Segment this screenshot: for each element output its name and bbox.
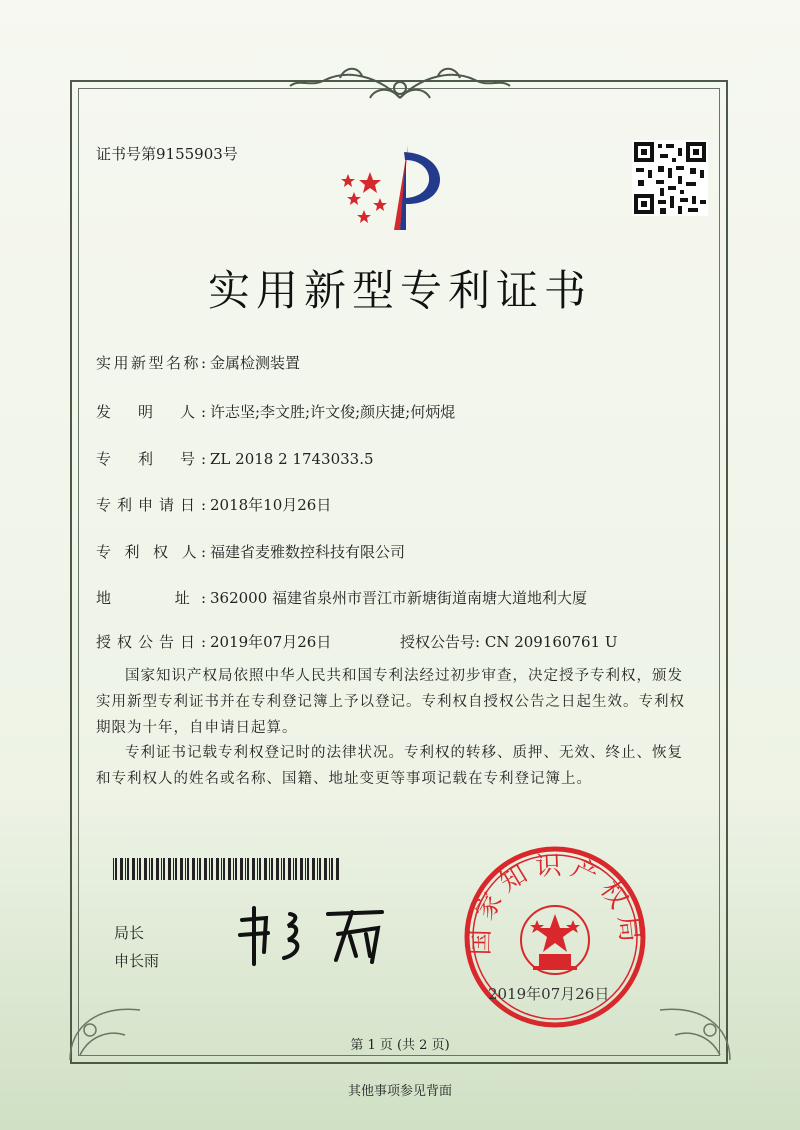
patent-number-row	[96, 448, 374, 469]
page-number: 第 1 页 (共 2 页)	[350, 1038, 450, 1053]
seal-text: 国家知识产权局	[465, 850, 646, 956]
announcement-date: 2019年07月26日	[210, 633, 332, 651]
patent-number: ZL 2018 2 1743033.5	[210, 450, 374, 468]
utility-model-name-label: 实用新型名称:	[96, 354, 206, 372]
inventor-row	[96, 401, 455, 422]
grant-statement: 国家知识产权局依照中华人民共和国专利法经过初步审查，决定授予专利权，颁发实用新型专利证书并在专利登记簿上予以登记。专利权自授权公告之日起生效。专利权期限为十年，自申请日起算。	[96, 668, 685, 736]
announcement-number-label: 授权公告号:	[400, 633, 481, 651]
announcement-number: CN 209160761 U	[484, 633, 618, 651]
application-date-row	[96, 494, 331, 515]
address-label: 地 址:	[96, 589, 206, 607]
announcement-date-label: 授权公告日:	[96, 633, 206, 651]
application-date: 2018年10月26日	[210, 496, 332, 514]
patent-number-label: 专 利 号:	[96, 450, 206, 468]
certificate-title: 实用新型专利证书	[207, 266, 592, 315]
signatory-title: 局长	[114, 924, 145, 942]
patentee: 福建省麦雅数控科技有限公司	[210, 543, 406, 561]
barcode	[113, 858, 343, 880]
handwritten-signature	[232, 900, 392, 970]
corner-ornament-right	[650, 985, 740, 1065]
patent-office-logo	[340, 140, 470, 240]
seal-date: 2019年07月26日	[488, 985, 610, 1003]
utility-model-name: 金属检测装置	[210, 354, 301, 372]
application-date-label: 专利申请日:	[96, 496, 206, 514]
address-row	[96, 587, 587, 608]
address: 362000 福建省泉州市晋江市新塘街道南塘大道地利大厦	[210, 589, 588, 607]
patentee-row	[96, 541, 405, 562]
announcement-date-row	[96, 631, 331, 652]
corner-ornament-left	[60, 985, 150, 1065]
legal-status-note: 专利证书记载专利权登记时的法律状况。专利权的转移、质押、无效、终止、恢复和专利权人的姓名或名称、国籍、地址变更等事项记载在专利登记簿上。	[96, 745, 683, 787]
qr-code	[632, 140, 708, 216]
inventors: 许志坚;李文胜;许文俊;颜庆捷;何炳焜	[210, 403, 456, 421]
top-ornament	[280, 58, 520, 118]
certificate-number: 证书号第9155903号	[96, 145, 238, 163]
signatory-name: 申长雨	[114, 952, 160, 970]
national-emblem-icon	[521, 906, 589, 974]
inventor-label: 发 明 人:	[96, 403, 206, 421]
announcement-number-row	[400, 631, 618, 652]
back-note: 其他事项参见背面	[347, 1084, 452, 1099]
utility-model-name-row	[96, 352, 300, 373]
patentee-label: 专 利 权 人:	[96, 543, 206, 561]
